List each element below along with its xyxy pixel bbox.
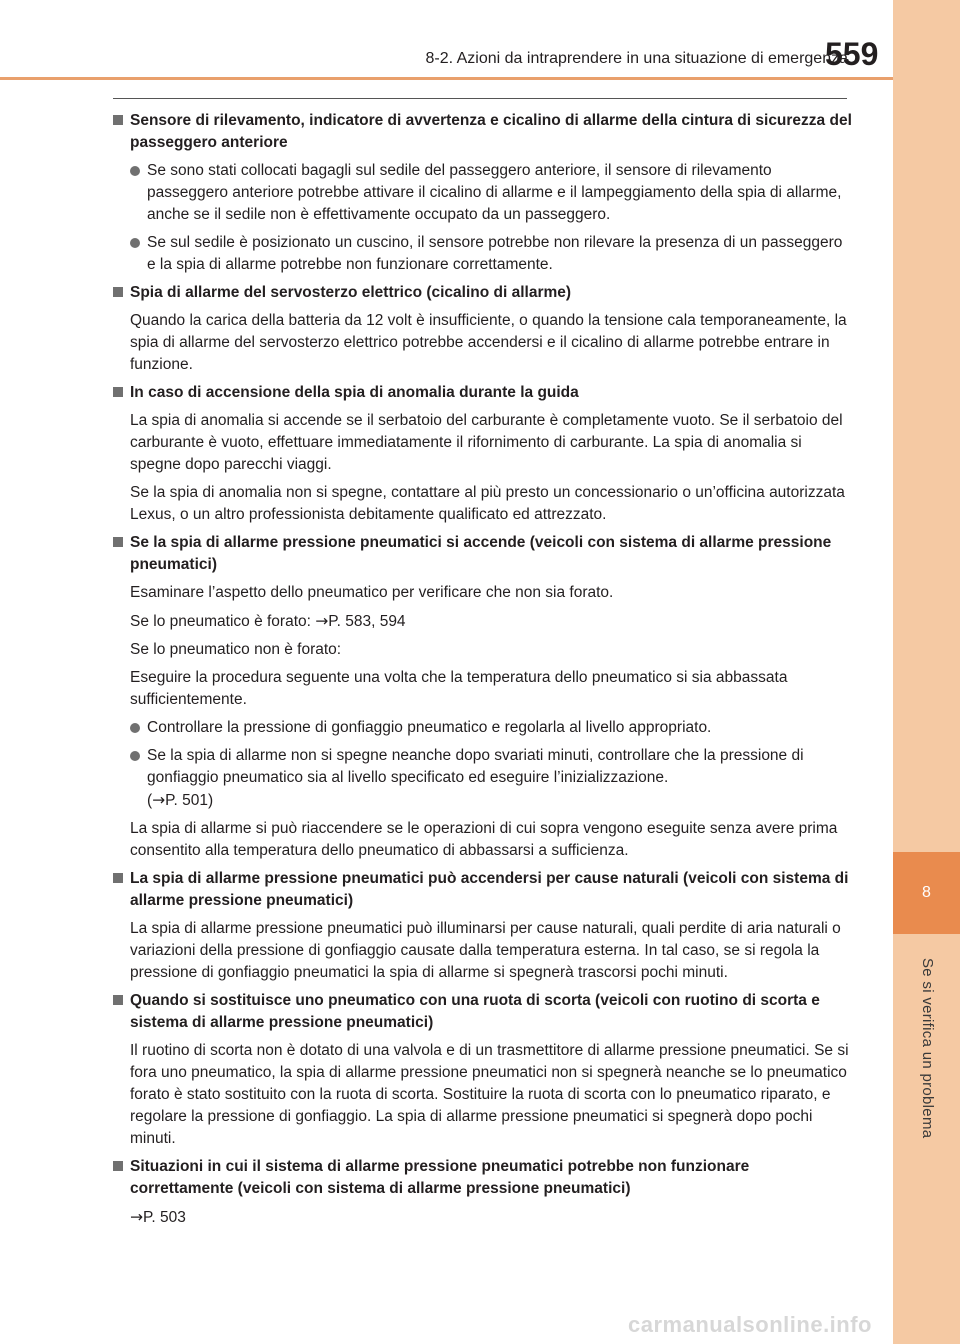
watermark: carmanualsonline.info bbox=[628, 1312, 872, 1337]
square-bullet-icon bbox=[113, 287, 123, 297]
section-malfunction-light bbox=[113, 382, 853, 526]
chapter-number: 8 bbox=[922, 884, 931, 901]
open-paren: ( bbox=[147, 792, 153, 809]
list-item bbox=[130, 717, 853, 739]
page-number: 559 bbox=[825, 36, 879, 72]
paragraph: Se la spia di anomalia non si spegne, contattare al più presto un concessionario o un’officina autorizzata Lexus, o un altro professionista debitamente qualificato ed attrezzato. bbox=[130, 484, 845, 523]
list-item-text: Se sul sedile è posizionato un cuscino, il sensore potrebbe non rilevare la presenza di un passeggero e la spia di allarme potrebbe non funzionare correttamente. bbox=[147, 234, 843, 273]
header-divider bbox=[0, 77, 893, 80]
chapter-title: Se si verifica un problema bbox=[919, 958, 936, 1139]
square-bullet-icon bbox=[113, 387, 123, 397]
paragraph: Se lo pneumatico non è forato: bbox=[130, 641, 342, 658]
square-bullet-icon bbox=[113, 1161, 123, 1171]
section-power-steering bbox=[113, 282, 853, 376]
section-spare-tire bbox=[113, 990, 853, 1150]
square-bullet-icon bbox=[113, 873, 123, 883]
list-item bbox=[130, 745, 853, 812]
circle-bullet-icon bbox=[130, 723, 140, 733]
list-item-text: Se la spia di allarme non si spegne neanche dopo svariati minuti, controllare che la pressione di gonfiaggio pneumatico sia al livello specificato ed eseguire l’inizializzazione. bbox=[147, 747, 804, 786]
circle-bullet-icon bbox=[130, 166, 140, 176]
circle-bullet-icon bbox=[130, 238, 140, 248]
page-reference-link[interactable]: P. 583, 594 bbox=[328, 613, 406, 630]
section-system-malfunction bbox=[113, 1156, 853, 1229]
section-title: Sensore di rilevamento, indicatore di avvertenza e cicalino di allarme della cintura di sicurezza del passeggero anteriore bbox=[130, 112, 852, 151]
paragraph: Eseguire la procedura seguente una volta che la temperatura dello pneumatico si sia abbassata sufficientemente. bbox=[130, 669, 788, 708]
section-title: In caso di accensione della spia di anomalia durante la guida bbox=[130, 384, 579, 401]
square-bullet-icon bbox=[113, 995, 123, 1005]
list-item-text: Se sono stati collocati bagagli sul sedile del passeggero anteriore, il sensore di rilevamento passeggero anteriore potrebbe attivare il cicalino di allarme e il lampeggiamento della spia di allarme, anche se il sedile non è effettivamente occupato da un passeggero. bbox=[147, 162, 842, 223]
paragraph-with-reference bbox=[130, 1206, 853, 1229]
square-bullet-icon bbox=[113, 537, 123, 547]
content-top-rule bbox=[113, 98, 847, 99]
list-item bbox=[130, 160, 853, 226]
circle-bullet-icon bbox=[130, 751, 140, 761]
paragraph-text: Se lo pneumatico è forato: bbox=[130, 613, 311, 630]
paragraph-with-reference bbox=[130, 610, 853, 633]
section-tire-pressure-warning bbox=[113, 532, 853, 862]
section-seatbelt-sensor bbox=[113, 110, 853, 276]
chapter-number-tab bbox=[893, 852, 960, 934]
page-content bbox=[113, 110, 853, 1235]
page-reference-link[interactable]: P. 501) bbox=[165, 792, 214, 809]
page-reference-link[interactable]: P. 503 bbox=[143, 1209, 186, 1226]
list-item-text: Controllare la pressione di gonfiaggio pneumatico e regolarla al livello appropriato. bbox=[147, 719, 712, 736]
arrow-icon: → bbox=[130, 1208, 143, 1226]
section-title: Se la spia di allarme pressione pneumatici si accende (veicoli con sistema di allarme pressione pneumatici) bbox=[130, 534, 832, 573]
section-title: La spia di allarme pressione pneumatici può accendersi per cause naturali (veicoli con sistema di allarme pressione pneumatici) bbox=[130, 870, 849, 909]
paragraph: La spia di allarme si può riaccendere se le operazioni di cui sopra vengono eseguite senza avere prima consentito alla temperatura dello pneumatico di abbassarsi a sufficienza. bbox=[130, 820, 838, 859]
arrow-icon: → bbox=[152, 791, 166, 809]
paragraph: La spia di allarme pressione pneumatici può illuminarsi per cause naturali, quali perdite di aria naturali o variazioni della pressione di gonfiaggio causate dalla temperatura esterna. In tal caso, se si regola la pressione di gonfiaggio pneumatici la spia di allarme si spegnerà trascorsi pochi minuti. bbox=[130, 920, 841, 981]
list-item bbox=[130, 232, 853, 276]
section-natural-causes bbox=[113, 868, 853, 984]
section-title: Situazioni in cui il sistema di allarme pressione pneumatici potrebbe non funzionare correttamente (veicoli con sistema di allarme pressione pneumatici) bbox=[130, 1158, 750, 1197]
header-section-title: 8-2. Azioni da intraprendere in una situazione di emergenza bbox=[425, 50, 848, 67]
paragraph: Il ruotino di scorta non è dotato di una valvola e di un trasmettitore di allarme pressione pneumatici. Se si fora uno pneumatico, la spia di allarme pressione pneumatici non si spegnerà neanche se lo pneumatico forato è stato sostituito con la ruota di scorta. Sostituire la ruota di scorta con lo pneumatico riparato, e regolare la pressione di gonfiaggio. La spia di allarme pressione pneumatici si spegnerà dopo pochi minuti. bbox=[130, 1042, 849, 1147]
paragraph: La spia di anomalia si accende se il serbatoio del carburante è completamente vuoto. Se il serbatoio del carburante è vuoto, effettuare immediatamente il rifornimento di carburante. La spia di anomalia si spegne dopo parecchi viaggi. bbox=[130, 412, 843, 473]
square-bullet-icon bbox=[113, 115, 123, 125]
arrow-icon: → bbox=[315, 612, 329, 630]
section-title: Spia di allarme del servosterzo elettrico (cicalino di allarme) bbox=[130, 284, 572, 301]
paragraph: Esaminare l’aspetto dello pneumatico per verificare che non sia forato. bbox=[130, 584, 614, 601]
paragraph: Quando la carica della batteria da 12 volt è insufficiente, o quando la tensione cala temporaneamente, la spia di allarme del servosterzo elettrico potrebbe accendersi e il cicalino di allarme potrebbe entrare in funzione. bbox=[130, 312, 847, 373]
section-title: Quando si sostituisce uno pneumatico con una ruota di scorta (veicoli con ruotino di scorta e sistema di allarme pressione pneumatici) bbox=[130, 992, 820, 1031]
